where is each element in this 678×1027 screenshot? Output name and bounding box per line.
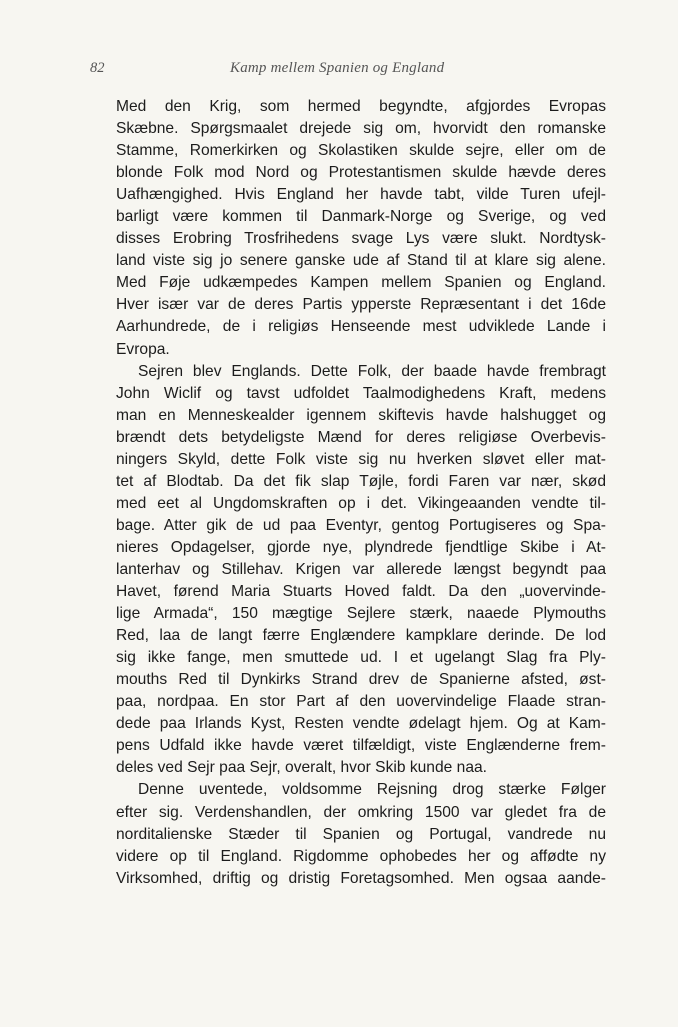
- body-text: [116, 96, 606, 890]
- page-number: 82: [90, 60, 105, 76]
- text-line: med eet al Ungdomskraften op i det. Vikingeaanden vendte til-: [116, 494, 606, 512]
- text-line: Denne uventede, voldsomme Rejsning drog stærke Følger: [138, 781, 606, 799]
- text-line: Med den Krig, som hermed begyndte, afgjordes Evropas: [116, 98, 606, 115]
- text-line: Aarhundrede, de i religiøs Henseende mest udviklede Lande i: [116, 318, 606, 336]
- text-line: lige Armada“, 150 mægtige Sejlere stærk, naaede Plymouths: [116, 605, 606, 623]
- text-line: land viste sig jo senere ganske ude af Stand til at klare sig alene.: [116, 252, 606, 270]
- text-line: brændt dets betydeligste Mænd for deres religiøse Overbevis-: [116, 428, 606, 446]
- text-line: pens Udfald ikke havde været tilfældigt, viste Englænderne frem-: [116, 737, 606, 755]
- text-line: deles ved Sejr paa Sejr, overalt, hvor Skib kunde naa.: [116, 759, 488, 777]
- text-line: Havet, førend Maria Stuarts Hoved faldt. Da den „uovervinde-: [116, 583, 606, 601]
- text-line: blonde Folk mod Nord og Protestantismen skulde hævde deres: [116, 164, 606, 182]
- text-line: dede paa Irlands Kyst, Resten vendte ødelagt hjem. Og at Kam-: [116, 715, 606, 733]
- text-line: Red, laa de langt færre Englændere kampklare derinde. De lod: [116, 627, 606, 645]
- text-line: disses Erobring Trosfrihedens svage Lys være slukt. Nordtysk-: [116, 230, 606, 248]
- text-line: Stamme, Romerkirken og Skolastiken skulde sejre, eller om de: [116, 142, 606, 160]
- text-line: videre op til England. Rigdomme ophobedes her og affødte ny: [116, 847, 606, 865]
- text-line: ningers Skyld, dette Folk viste sig nu hverken sløvet eller mat-: [116, 450, 606, 468]
- text-line: mouths Red til Dynkirks Strand drev de Spanierne afsted, øst-: [116, 671, 606, 689]
- text-line: norditalienske Stæder til Spanien og Portugal, vandrede nu: [116, 825, 606, 843]
- text-line: John Wiclif og tavst udfoldet Taalmodighedens Kraft, medens: [116, 384, 606, 402]
- page-header: [90, 60, 610, 82]
- text-line: lanterhav og Stillehav. Krigen var allerede længst begyndt paa: [116, 560, 606, 578]
- text-line: Hver især var de deres Partis ypperste Repræsentant i det 16de: [116, 296, 606, 314]
- running-title: Kamp mellem Spanien og England: [230, 60, 445, 76]
- text-line: tet af Blodtab. Da det fik slap Tøjle, fordi Faren var nær, skød: [116, 472, 606, 490]
- text-line: Med Føje udkæmpedes Kampen mellem Spanien og England.: [116, 274, 606, 292]
- text-line: Virksomhed, driftig og dristig Foretagsomhed. Men ogsaa aande-: [116, 869, 606, 887]
- text-line: Evropa.: [116, 340, 170, 358]
- text-line: bage. Atter gik de ud paa Eventyr, gentog Portugiseres og Spa-: [116, 516, 606, 534]
- text-line: sig ikke fange, men smuttede ud. I et ugelangt Slag fra Ply-: [116, 649, 606, 667]
- text-line: nieres Opdagelser, gjorde nye, plyndrede fjendtlige Skibe i At-: [116, 538, 606, 556]
- text-line: man en Menneskealder igennem skiftevis havde halshugget og: [116, 406, 606, 424]
- text-line: barligt være kommen til Danmark-Norge og Sverige, og ved: [116, 208, 606, 226]
- text-line: Uafhængighed. Hvis England her havde tabt, vilde Turen ufejl-: [116, 186, 606, 204]
- text-line: efter sig. Verdenshandlen, der omkring 1500 var gledet fra de: [116, 803, 606, 821]
- text-line: paa, nordpaa. En stor Part af den uovervindelige Flaade stran-: [116, 693, 606, 711]
- text-line: Sejren blev Englands. Dette Folk, der baade havde frembragt: [138, 362, 606, 380]
- text-line: Skæbne. Spørgsmaalet drejede sig om, hvorvidt den romanske: [116, 120, 606, 138]
